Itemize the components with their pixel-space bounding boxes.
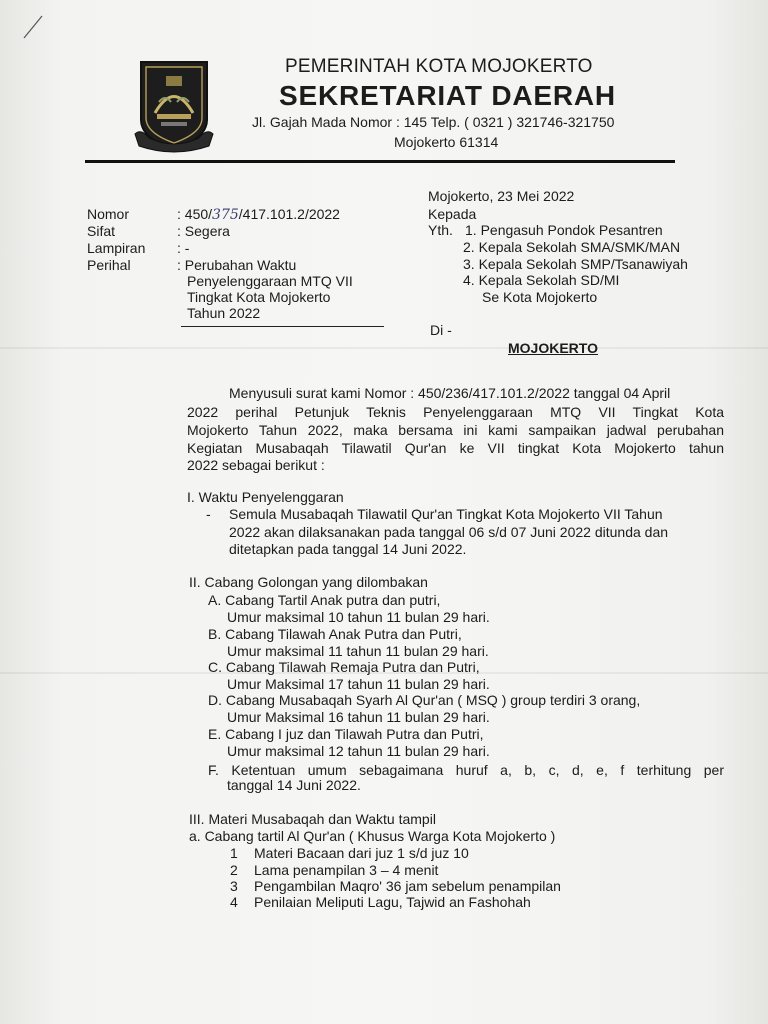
cabang-age: Umur Maksimal 17 tahun 11 bulan 29 hari. [227,676,490,692]
sifat-label: Sifat [87,223,116,239]
city-postal: Mojokerto 61314 [394,134,499,150]
city-emblem-logo [133,58,215,156]
recipient-4: 4. Kepala Sekolah SD/MI [463,272,620,288]
office-name: SEKRETARIAT DAERAH [279,80,616,111]
nomor-prefix: : 450/ [177,206,213,222]
cabang-item: A. Cabang Tartil Anak putra dan putri, [208,592,441,608]
header-divider [85,160,675,163]
di-label: Di - [430,322,452,338]
section-3-title: III. Materi Musabaqah dan Waktu tampil [189,811,436,827]
recipient-1: 1. Pengasuh Pondok Pesantren [465,222,663,238]
address: Jl. Gajah Mada Nomor : 145 Telp. ( 0321 ) 321746-321750 [252,114,615,130]
recipient-3: 3. Kepala Sekolah SMP/Tsanawiyah [463,256,688,272]
yth-label: Yth. [428,222,453,238]
recipient-2: 2. Kepala Sekolah SMA/SMK/MAN [463,239,681,255]
cabang-age: Umur Maksimal 16 tahun 11 bulan 29 hari. [227,709,490,725]
section-1-line: ditetapkan pada tanggal 14 Juni 2022. [229,541,467,557]
section-1-dash: - [206,506,211,522]
perihal-line: Tahun 2022 [187,305,261,321]
government-name: PEMERINTAH KOTA MOJOKERTO [285,56,593,77]
materi-item: Pengambilan Maqro' 36 jam sebelum penampilan [254,878,561,894]
cabang-item-f: F. Ketentuan umum sebagaimana huruf a, b, c, d, e, f terhitung per [208,762,724,778]
cabang-item-f-sub: tanggal 14 Juni 2022. [227,777,361,793]
perihal-underline [181,326,384,327]
perihal-line: Penyelenggaraan MTQ VII [187,273,353,289]
perihal-line: : Perubahan Waktu [177,257,297,273]
recipient-scope: Se Kota Mojokerto [482,289,598,305]
intro-line: Mojokerto Tahun 2022, maka bersama ini kami sampaikan jadwal perubahan [187,422,724,438]
intro-line: Menyusuli surat kami Nomor : 450/236/417.101.2/2022 tanggal 04 April [229,385,671,401]
intro-line: 2022 sebagai berikut : [187,457,325,473]
section-1-title: I. Waktu Penyelenggaran [187,489,344,505]
intro-line: Kegiatan Musabaqah Tilawatil Qur'an ke VII tingkat Kota Mojokerto tahun [187,440,724,456]
lampiran-value: : - [177,240,190,256]
materi-number: 2 [230,862,238,878]
materi-number: 3 [230,878,238,894]
materi-item: Materi Bacaan dari juz 1 s/d juz 10 [254,845,469,861]
intro-line: 2022 perihal Petunjuk Teknis Penyelenggaraan MTQ VII Tingkat Kota [187,404,724,420]
materi-item: Penilaian Meliputi Lagu, Tajwid an Fashohah [254,894,531,910]
nomor-value [177,206,340,223]
cabang-item: C. Cabang Tilawah Remaja Putra dan Putri, [208,659,480,675]
cabang-item: B. Cabang Tilawah Anak Putra dan Putri, [208,626,462,642]
lampiran-label: Lampiran [87,240,146,256]
section-2-title: II. Cabang Golongan yang dilombakan [189,574,428,590]
pen-mark [22,12,48,40]
materi-number: 1 [230,845,238,861]
section-1-line: Semula Musabaqah Tilawatil Qur'an Tingkat Kota Mojokerto VII Tahun [229,506,663,522]
materi-number: 4 [230,894,238,910]
cabang-age: Umur maksimal 10 tahun 11 bulan 29 hari. [227,609,490,625]
kepada-label: Kepada [428,206,477,222]
handwritten-number: 375 [212,207,239,223]
perihal-label: Perihal [87,257,131,273]
nomor-label: Nomor [87,206,130,222]
section-1-line: 2022 akan dilaksanakan pada tanggal 06 s/d 07 Juni 2022 ditunda dan [229,524,669,540]
paper-fold [0,347,768,349]
destination-city: MOJOKERTO [508,340,598,356]
letter-date: Mojokerto, 23 Mei 2022 [428,188,575,204]
cabang-age: Umur maksimal 11 tahun 11 bulan 29 hari. [227,643,489,659]
cabang-age: Umur maksimal 12 tahun 11 bulan 29 hari. [227,743,490,759]
section-3-subtitle: a. Cabang tartil Al Qur'an ( Khusus Warga Kota Mojokerto ) [189,828,556,844]
cabang-item: E. Cabang I juz dan Tilawah Putra dan Putri, [208,726,484,742]
materi-item: Lama penampilan 3 – 4 menit [254,862,439,878]
sifat-value: : Segera [177,223,230,239]
perihal-line: Tingkat Kota Mojokerto [187,289,331,305]
nomor-suffix: /417.101.2/2022 [238,206,340,222]
cabang-item: D. Cabang Musabaqah Syarh Al Qur'an ( MSQ ) group terdiri 3 orang, [208,692,641,708]
